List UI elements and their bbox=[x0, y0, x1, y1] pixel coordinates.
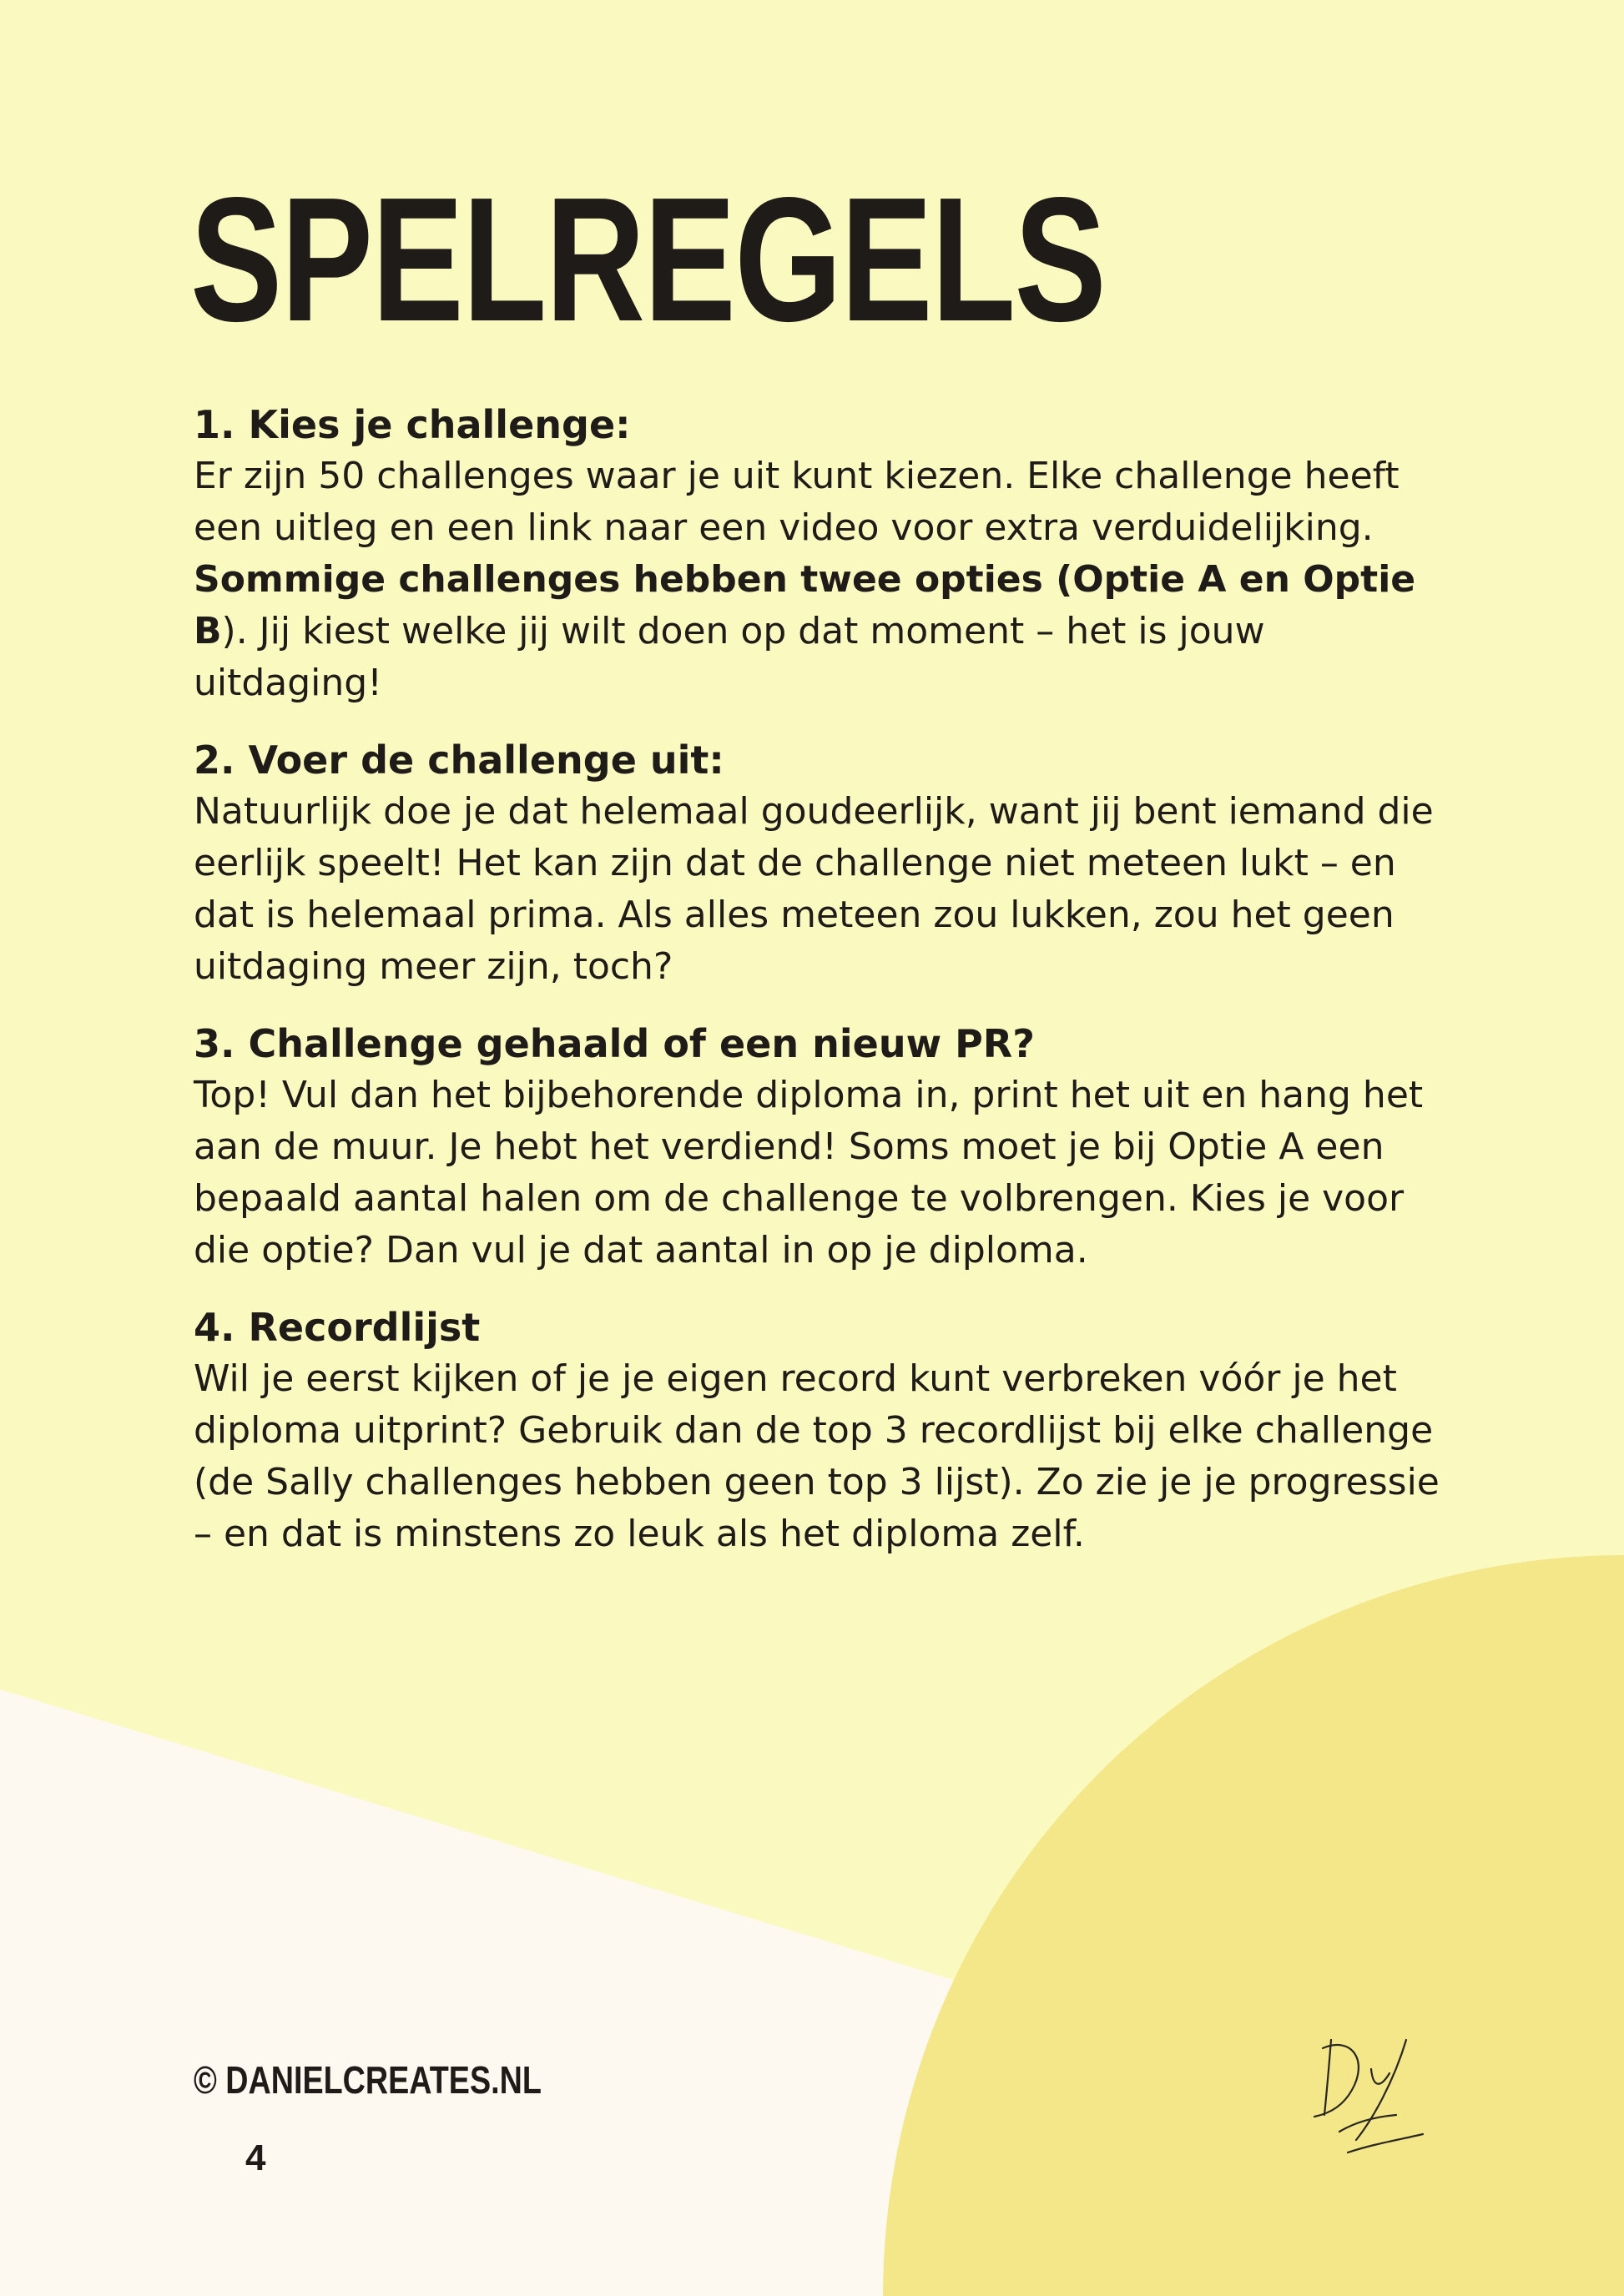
rule-text: Natuurlijk doe je dat helemaal goudeerlijk, want jij bent iemand die eerlijk speelt! Het kan zijn dat de challenge niet meteen lukt – en dat is helemaal prima. Als alles meteen zou lukken, zou het geen uitdaging meer zijn, toch? bbox=[194, 790, 1434, 988]
page-number: 4 bbox=[245, 2137, 266, 2178]
page-title: SPELREGELS bbox=[190, 160, 1106, 358]
rule-text: Top! Vul dan het bijbehorende diploma in, print het uit en hang het aan de muur. Je hebt het verdiend! Soms moet je bij Optie A een bepaald aantal halen om de challenge te volbrengen. Kies je voor die optie? Dan vul je dat aantal in op je diploma. bbox=[194, 1074, 1424, 1271]
rule-heading: 4. Recordlijst bbox=[194, 1305, 481, 1350]
yellow-circle-decoration bbox=[883, 1555, 1624, 2296]
rule-text: Wil je eerst kijken of je je eigen record kunt verbreken vóór je het diploma uitprint? Gebruik dan de top 3 recordlijst bij elke challenge (de Sally challenges hebben geen top 3 lijst). Zo zie je je progressie – en dat is minstens zo leuk als het diploma zelf. bbox=[194, 1357, 1440, 1555]
rule-text bbox=[194, 451, 1445, 709]
rule-text-part: Er zijn 50 challenges waar je uit kunt kiezen. Elke challenge heeft een uitleg en een link naar een video voor extra verduidelijking. bbox=[194, 455, 1400, 549]
rule-section-3 bbox=[194, 1018, 1445, 1276]
rule-section-2 bbox=[194, 734, 1445, 993]
rule-heading: 2. Voer de challenge uit: bbox=[194, 738, 724, 783]
rule-section-1 bbox=[194, 399, 1445, 709]
rule-text-bold: Sommige challenges hebben twee opties (Optie A en Optie B bbox=[194, 558, 1416, 652]
signature-logo bbox=[1306, 2023, 1431, 2157]
rules-content bbox=[194, 399, 1445, 1585]
rule-text-part: ). Jij kiest welke jij wilt doen op dat moment – het is jouw uitdaging! bbox=[194, 610, 1265, 704]
rule-heading: 3. Challenge gehaald of een nieuw PR? bbox=[194, 1021, 1035, 1066]
rule-section-4 bbox=[194, 1302, 1445, 1560]
rule-heading: 1. Kies je challenge: bbox=[194, 402, 631, 447]
copyright-brand: © DANIELCREATES.NL bbox=[194, 2058, 542, 2102]
